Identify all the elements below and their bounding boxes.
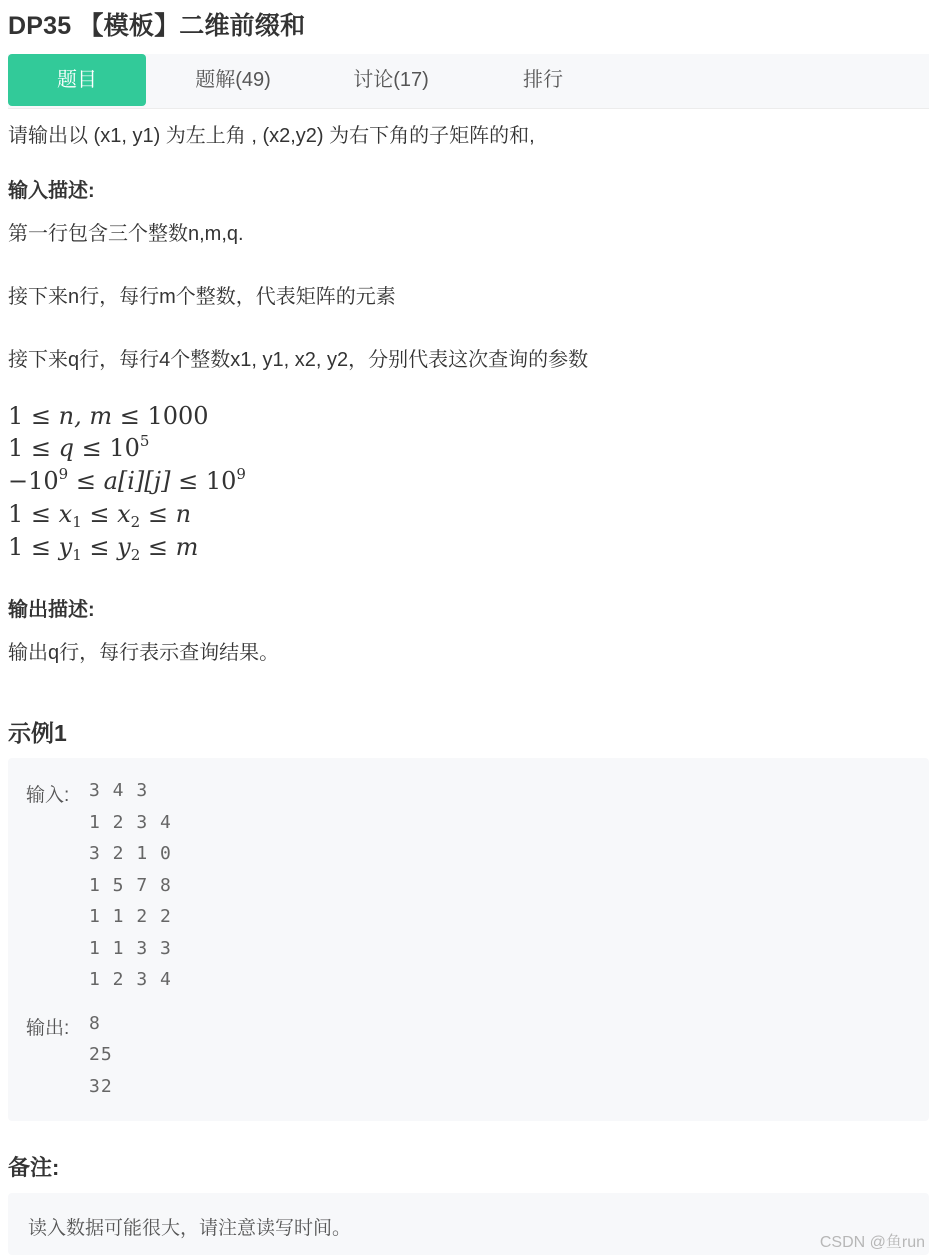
note-text: 读入数据可能很大，请注意读写时间。 [28, 1218, 352, 1239]
note-panel [8, 1193, 929, 1255]
sample-output-line: 32 [89, 1076, 113, 1097]
tab-solutions[interactable]: 题解(49) [195, 69, 271, 91]
tab-ranking[interactable]: 排行 [523, 69, 563, 91]
constraint-line: $-10^9 \le a[i][j] \le 10^9$ [8, 465, 246, 495]
constraint-line: $1 \le y_1 \le y_2 \le m$ [8, 533, 199, 564]
input-heading: 输入描述: [8, 180, 95, 202]
sample-input-line: 3 4 3 [89, 780, 149, 801]
sample-input-line: 3 2 1 0 [89, 843, 172, 864]
sample-output-line: 25 [89, 1044, 113, 1065]
constraint-line: 1 ≤ n, m ≤ 1000 [8, 402, 209, 430]
sample-input-line: 1 5 7 8 [89, 875, 172, 896]
sample-input-line: 1 2 3 4 [89, 812, 172, 833]
example-heading: 示例1 [8, 720, 67, 746]
page-title: DP35 【模板】二维前缀和 [8, 12, 306, 40]
tab-bar [8, 54, 929, 109]
sample-output-line: 8 [89, 1013, 101, 1034]
sample-input-line: 1 1 3 3 [89, 938, 172, 959]
sample-output-label: 输出: [26, 1018, 70, 1039]
input-line: 第一行包含三个整数n,m,q. [8, 223, 244, 245]
tab-discussion[interactable]: 讨论(17) [353, 69, 429, 91]
constraint-line: $1 \le x_1 \le x_2 \le n$ [8, 500, 192, 531]
input-line: 接下来n行，每行m个整数，代表矩阵的元素 [8, 286, 396, 308]
tab-problem[interactable]: 题目 [8, 54, 146, 106]
input-line: 接下来q行，每行4个整数x1, y1, x2, y2，分别代表这次查询的参数 [8, 349, 589, 371]
sample-panel [8, 758, 929, 1121]
output-heading: 输出描述: [8, 599, 95, 621]
note-heading: 备注: [8, 1155, 60, 1180]
watermark: CSDN @鱼run [819, 1234, 925, 1251]
sample-input-line: 1 1 2 2 [89, 906, 172, 927]
sample-input-line: 1 2 3 4 [89, 969, 172, 990]
problem-description: 请输出以 (x1, y1) 为左上角 , (x2,y2) 为右下角的子矩阵的和, [8, 125, 535, 147]
output-description: 输出q行，每行表示查询结果。 [8, 642, 280, 664]
sample-input-label: 输入: [26, 785, 70, 806]
constraint-line: $1 \le q \le 10^5$ [8, 432, 150, 462]
